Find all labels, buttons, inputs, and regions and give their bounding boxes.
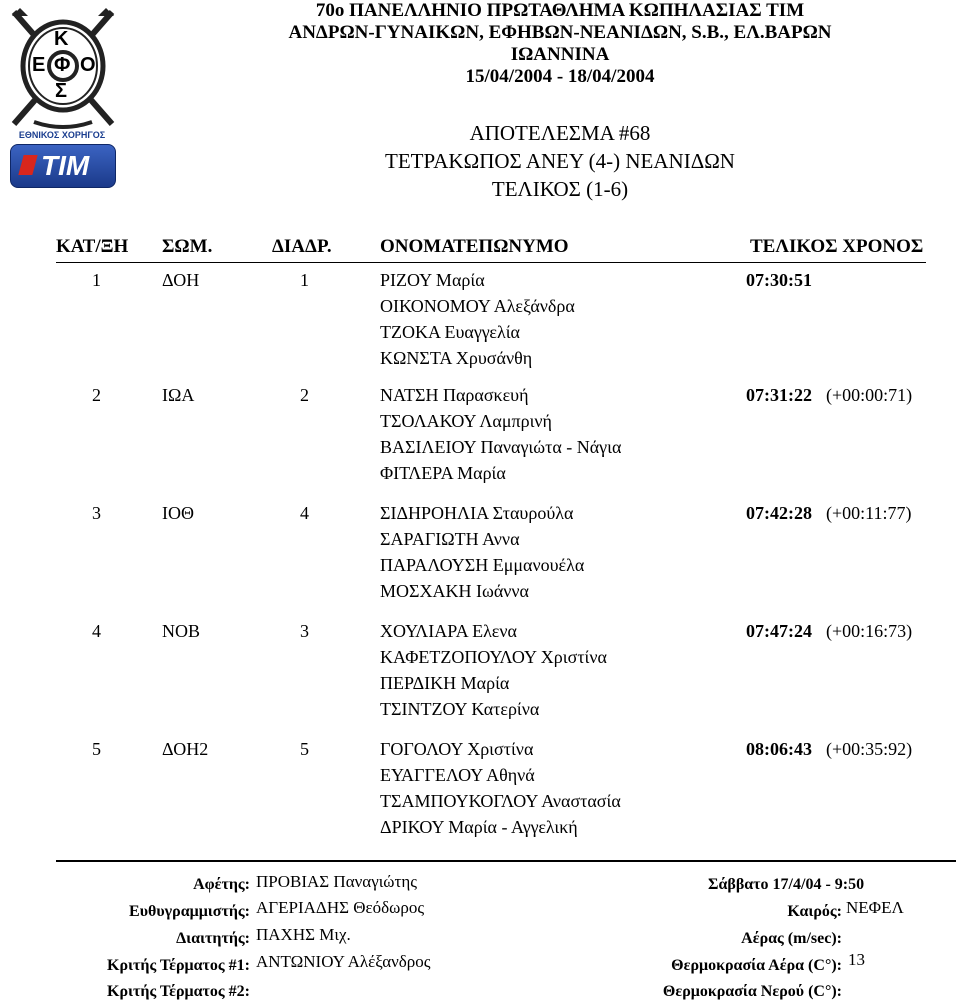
crew-member: ΦΙΤΛΕΡΑ Μαρία <box>380 463 506 483</box>
lane: 4 <box>300 503 309 523</box>
sponsor-badge <box>10 144 116 188</box>
logo-letter-top: Κ <box>54 28 69 50</box>
race-datetime: Σάββατο 17/4/04 - 9:50 <box>708 876 865 893</box>
crew-member: ΠΑΡΑΛΟΥΣΗ Εμμανουέλα <box>380 555 585 575</box>
club: ΔΟΗ2 <box>162 739 209 759</box>
championship-title: 70ο ΠΑΝΕΛΛΗΝΙΟ ΠΡΩΤΑΘΛΗΜΑ ΚΩΠΗΛΑΣΙΑΣ ΤΙΜ <box>315 0 805 21</box>
crew-member: ΤΣΟΛΑΚΟΥ Λαμπρινή <box>380 411 552 431</box>
federation-logo <box>4 4 122 132</box>
starter-label: Αφέτης: <box>193 876 250 893</box>
col-header-names: ΟΝΟΜΑΤΕΠΩΝΥΜΟ <box>380 236 569 257</box>
aligner-value: ΑΓΕΡΙΑΔΗΣ Θεόδωρος <box>256 898 425 917</box>
air-temp-value: 13 <box>848 950 865 969</box>
rank: 2 <box>92 385 101 405</box>
final-time: 07:31:22 <box>746 385 812 405</box>
club: ΔΟΗ <box>162 270 200 290</box>
crew-member: ΧΟΥΛΙΑΡΑ Ελενα <box>380 621 517 641</box>
time-difference: (+00:35:92) <box>826 739 913 759</box>
logo-letter-bottom: Σ <box>55 80 68 102</box>
aligner-label: Ευθυγραμμιστής: <box>129 903 250 920</box>
finish-judge-1-value: ΑΝΤΩΝΙΟΥ Αλέξανδρος <box>256 952 431 971</box>
umpire-label: Διαιτητής: <box>176 930 250 947</box>
venue: ΙΩΑΝΝΙΝΑ <box>510 44 610 65</box>
crew-member: ΒΑΣΙΛΕΙΟΥ Παναγιώτα - Νάγια <box>380 437 622 457</box>
championship-dates: 15/04/2004 - 18/04/2004 <box>465 66 655 87</box>
final-time: 08:06:43 <box>746 739 812 759</box>
starter-value: ΠΡΟΒΙΑΣ Παναγιώτης <box>256 872 417 891</box>
lane: 3 <box>300 621 309 641</box>
col-header-time: ΤΕΛΙΚΟΣ ΧΡΟΝΟΣ <box>750 236 924 257</box>
sponsor-logo <box>8 130 116 190</box>
footer-divider <box>56 860 956 862</box>
time-difference: (+00:00:71) <box>826 385 913 405</box>
rank: 3 <box>92 503 101 523</box>
crew-member: ΜΟΣΧΑΚΗ Ιωάννα <box>380 581 529 601</box>
lane: 2 <box>300 385 309 405</box>
col-header-club: ΣΩΜ. <box>162 236 213 257</box>
logo-letter-left: Ε <box>32 54 46 76</box>
crew-member: ΝΑΤΣΗ Παρασκευή <box>380 385 529 405</box>
sponsor-caption: ΕΘΝΙΚΟΣ ΧΟΡΗΓΟΣ <box>18 130 106 140</box>
rank: 1 <box>92 270 101 290</box>
club: ΙΟΘ <box>162 503 194 523</box>
club: ΙΩΑ <box>162 385 195 405</box>
crew-member: ΔΡΙΚΟΥ Μαρία - Αγγελική <box>380 817 578 837</box>
result-number: ΑΠΟΤΕΛΕΣΜΑ #68 <box>469 121 651 145</box>
rank: 4 <box>92 621 101 641</box>
event-name: ΤΕΤΡΑΚΩΠΟΣ ΑΝΕΥ (4-) ΝΕΑΝΙΔΩΝ <box>385 149 735 173</box>
crew-member: ΟΙΚΟΝΟΜΟΥ Αλεξάνδρα <box>380 296 575 316</box>
wind-label: Αέρας (m/sec): <box>741 930 842 947</box>
weather-value: ΝΕΦΕΛ <box>846 898 904 917</box>
time-difference: (+00:11:77) <box>826 503 912 523</box>
rank: 5 <box>92 739 101 759</box>
final-time: 07:47:24 <box>746 621 812 641</box>
crew-member: ΓΟΓΟΛΟΥ Χριστίνα <box>380 739 534 759</box>
col-header-lane: ΔΙΑΔΡ. <box>272 236 332 257</box>
lane: 1 <box>300 270 309 290</box>
sponsor-mark-icon <box>18 155 37 175</box>
club: ΝΟΒ <box>162 621 201 641</box>
lane: 5 <box>300 739 309 759</box>
crew-member: ΚΑΦΕΤΖΟΠΟΥΛΟΥ Χριστίνα <box>380 647 607 667</box>
sponsor-name: TIM <box>41 150 90 181</box>
crew-member: ΡΙΖΟΥ Μαρία <box>380 270 485 290</box>
crew-member: ΤΖΟΚΑ Ευαγγελία <box>380 322 520 342</box>
crew-member: ΤΣΑΜΠΟΥΚΟΓΛΟΥ Αναστασία <box>380 791 621 811</box>
weather-label: Καιρός: <box>787 903 842 920</box>
umpire-value: ΠΑΧΗΣ Μιχ. <box>256 925 351 944</box>
air-temp-label: Θερμοκρασία Αέρα (C°): <box>671 957 842 974</box>
header-divider <box>56 262 926 263</box>
logo-letter-right: Ο <box>80 54 96 76</box>
final-time: 07:30:51 <box>746 270 812 290</box>
round-name: ΤΕΛΙΚΟΣ (1-6) <box>491 177 629 201</box>
crew-member: ΠΕΡΔΙΚΗ Μαρία <box>380 673 510 693</box>
col-header-rank: ΚΑΤ/ΞΗ <box>56 236 129 257</box>
finish-judge-2-label: Κριτής Τέρματος #2: <box>107 983 250 1000</box>
championship-categories: ΑΝΔΡΩΝ-ΓΥΝΑΙΚΩΝ, ΕΦΗΒΩΝ-ΝΕΑΝΙΔΩΝ, S.B., ΕΛ.ΒΑΡΩΝ <box>288 22 832 43</box>
crew-member: ΣΑΡΑΓΙΩΤΗ Αννα <box>380 529 520 549</box>
final-time: 07:42:28 <box>746 503 812 523</box>
logo-letter-center: Φ <box>54 54 71 76</box>
time-difference: (+00:16:73) <box>826 621 913 641</box>
crew-member: ΤΣΙΝΤΖΟΥ Κατερίνα <box>380 699 540 719</box>
finish-judge-1-label: Κριτής Τέρματος #1: <box>107 957 250 974</box>
crew-member: ΕΥΑΓΓΕΛΟΥ Αθηνά <box>380 765 535 785</box>
crew-member: ΣΙΔΗΡΟΗΛΙΑ Σταυρούλα <box>380 503 574 523</box>
water-temp-label: Θερμοκρασία Νερού (C°): <box>662 983 842 1000</box>
crew-member: ΚΩΝΣΤΑ Χρυσάνθη <box>380 348 533 368</box>
